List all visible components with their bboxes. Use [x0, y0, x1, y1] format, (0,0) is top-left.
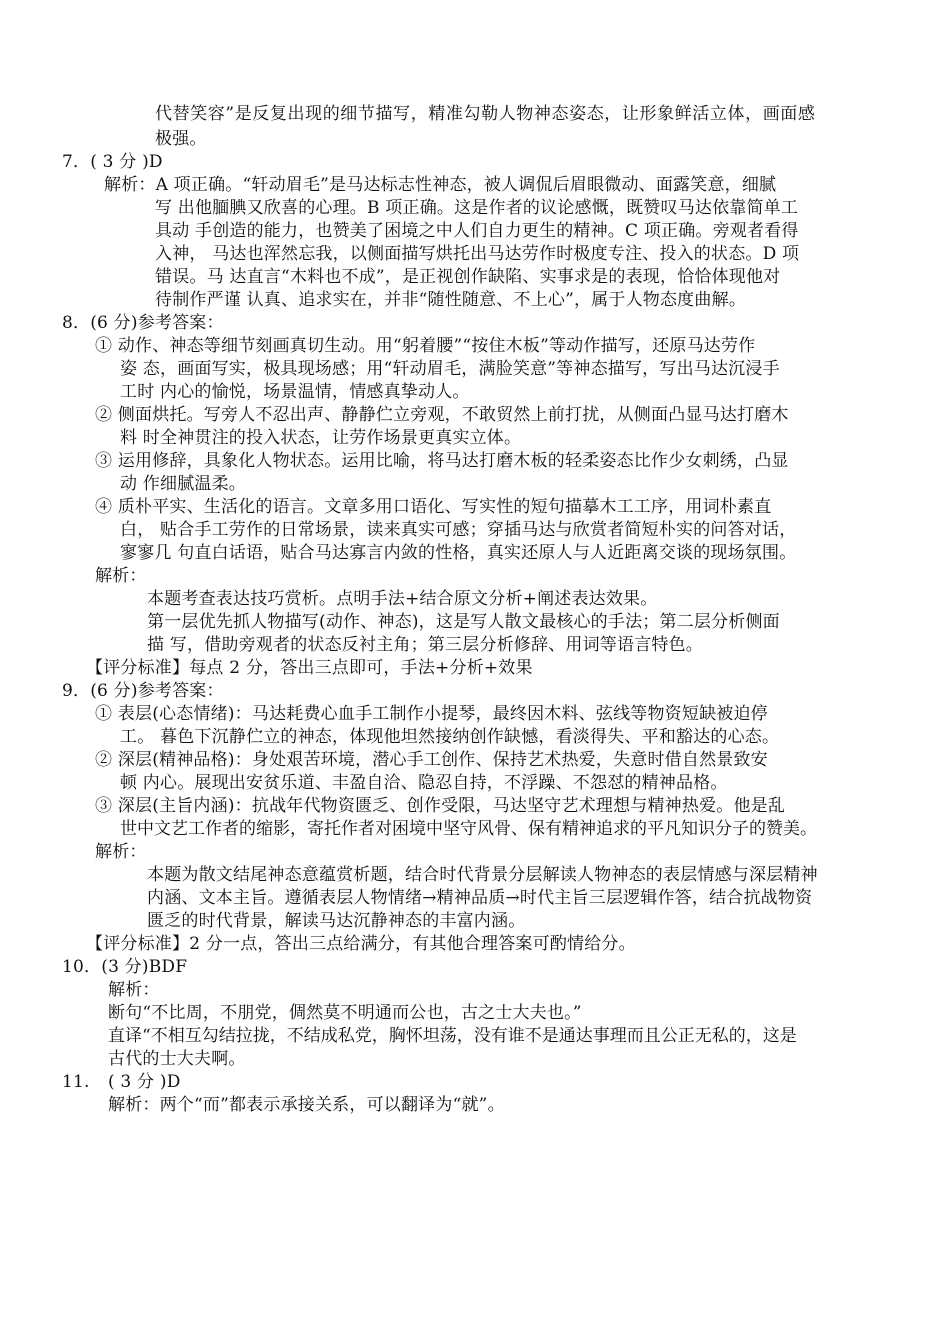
text-line: 代替笑容”是反复出现的细节描写，精准勾勒人物神态姿态，让形象鲜活立体，画面感 [155, 104, 816, 124]
text-line: 解析：两个“而”都表示承接关系，可以翻译为“就”。 [108, 1095, 505, 1115]
text-line: 顿 内心。展现出安贫乐道、丰盈自洽、隐忍自持，不浮躁、不怨怼的精神品格。 [120, 773, 728, 793]
text-line: 本题为散文结尾神态意蕴赏析题，结合时代背景分层解读人物神态的表层情感与深层精神 [147, 865, 818, 885]
text-line: 工。 暮色下沉静伫立的神态，体现他坦然接纳创作缺憾，看淡得失、平和豁达的心态。 [120, 727, 780, 747]
grading-criteria: 【评分标准】2 分一点，答出三点给满分，有其他合理答案可酌情给分。 [86, 934, 636, 954]
text-line: 姿 态，画面写实，极具现场感；用“轩动眉毛，满脸笑意”等神态描写，写出马达沉浸手 [120, 359, 780, 379]
text-line: 第一层优先抓人物描写(动作、神态)，这是写人散文最核心的手法；第二层分析侧面 [147, 612, 780, 632]
text-line: ② 侧面烘托。写旁人不忍出声、静静伫立旁观，不敢贸然上前打扰，从侧面凸显马达打磨木 [95, 405, 789, 425]
question-9-heading: 9．(6 分)参考答案： [62, 681, 224, 701]
text-line: 动 作细腻温柔。 [120, 474, 247, 494]
text-line: 白， 贴合手工劳作的日常场景，读来真实可感；穿插马达与欣赏者简短朴实的问答对话， [120, 520, 797, 540]
text-line: 待制作严谨 认真、追求实在，并非“随性随意、不上心”，属于人物态度曲解。 [155, 290, 746, 310]
question-8-heading: 8．(6 分)参考答案： [62, 313, 224, 333]
text-line: 直译“不相互勾结拉拢，不结成私党，胸怀坦荡，没有谁不是通达事理而且公正无私的，这是 [108, 1026, 797, 1046]
text-line: ④ 质朴平实、生活化的语言。文章多用口语化、写实性的短句描摹木工工序，用词朴素直 [95, 497, 772, 517]
question-10-heading: 10．(3 分)BDF [62, 957, 188, 977]
text-line: ③ 运用修辞，具象化人物状态。运用比喻，将马达打磨木板的轻柔姿态比作少女刺绣，凸显 [95, 451, 789, 471]
text-line: 错误。马 达直言“木料也不成”，是正视创作缺陷、实事求是的表现，恰恰体现他对 [155, 267, 781, 287]
text-line: ② 深层(精神品格)：身处艰苦环境，潜心手工创作、保持艺术热爱，失意时借自然景致安 [95, 750, 768, 770]
text-line: 内涵、文本主旨。遵循表层人物情绪→精神品质→时代主旨三层逻辑作答，结合抗战物资 [147, 888, 813, 908]
question-11-heading: ( 3 分 )D [108, 1072, 181, 1092]
grading-criteria: 【评分标准】每点 2 分，答出三点即可，手法+分析+效果 [86, 658, 533, 678]
text-line: 入神， 马达也浑然忘我，以侧面描写烘托出马达劳作时极度专注、投入的状态。D 项 [155, 244, 800, 264]
text-line: ① 表层(心态情绪)：马达耗费心血手工制作小提琴，最终因木料、弦线等物资短缺被迫停 [95, 704, 768, 724]
text-line: ① 动作、神态等细节刻画真切生动。用“躬着腰”“按住木板”等动作描写，还原马达劳作 [95, 336, 756, 356]
text-line: 匮乏的时代背景，解读马达沉静神态的丰富内涵。 [147, 911, 526, 931]
text-line: 断句“不比周，不朋党，倜然莫不明通而公也，古之士大夫也。” [108, 1003, 582, 1023]
text-line: 工时 内心的愉悦，场景温情，情感真挚动人。 [120, 382, 470, 402]
text-line: 解析： [108, 980, 160, 1000]
text-line: ③ 深层(主旨内涵)：抗战年代物资匮乏、创作受限，马达坚守艺术理想与精神热爱。他是乱 [95, 796, 786, 816]
text-line: 本题考查表达技巧赏析。点明手法+结合原文分析+阐述表达效果。 [147, 589, 658, 609]
text-line: 具动 手创造的能力，也赞美了困境之中人们自力更生的精神。C 项正确。旁观者看得 [155, 221, 799, 241]
text-line: 描 写，借助旁观者的状态反衬主角；第三层分析修辞、用词等语言特色。 [147, 635, 704, 655]
text-line: 解析： [95, 566, 147, 586]
text-line: 古代的士大夫啊。 [108, 1049, 246, 1069]
text-line: 解析： [95, 842, 147, 862]
question-11-number: 11. [62, 1072, 90, 1092]
text-line: 寥寥几 句直白话语，贴合马达寡言内敛的性格，真实还原人与人近距离交谈的现场氛围。 [120, 543, 797, 563]
text-line: 世中文艺工作者的缩影，寄托作者对困境中坚守风骨、保有精神追求的平凡知识分子的赞美。 [120, 819, 817, 839]
text-line: 解析：A 项正确。“轩动眉毛”是马达标志性神态，被人调侃后眉眼微动、面露笑意，细腻 [104, 175, 777, 195]
text-line: 写 出他腼腆又欣喜的心理。B 项正确。这是作者的议论感慨，既赞叹马达依靠简单工 [155, 198, 799, 218]
question-7-heading: 7．( 3 分 )D [62, 152, 163, 172]
text-line: 料 时全神贯注的投入状态，让劳作场景更真实立体。 [120, 428, 522, 448]
text-line: 极强。 [155, 129, 207, 149]
